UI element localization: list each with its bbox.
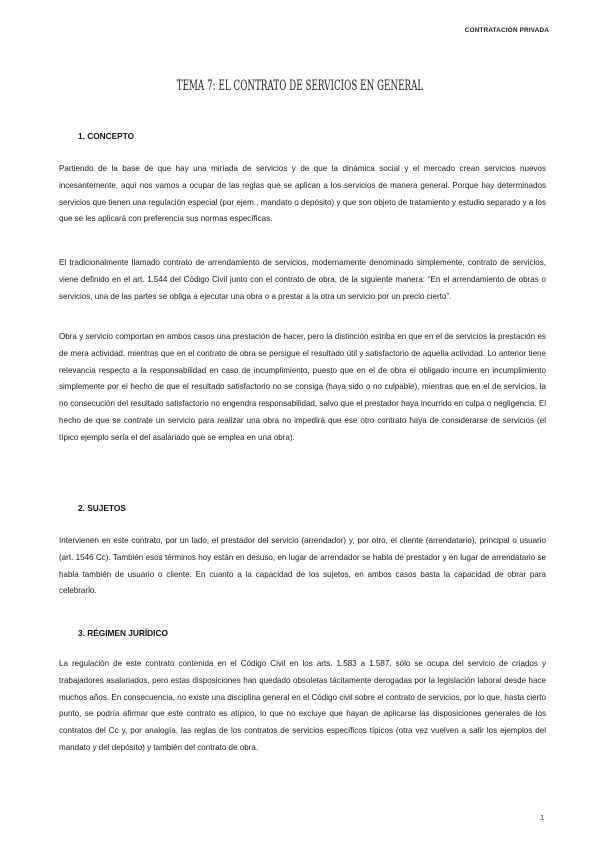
page-number: 1 xyxy=(540,815,544,822)
paragraph-sujetos-1: Intervienen en este contrato, por un lado, el prestador del servicio (arrendador) y, por otro, el cliente (arrendatario), principal o usuario (art. 1546 Cc). También esos términos hoy están en desuso, en lugar de arrendador se habla de prestador y en lugar de arrendatario se habla también de usuario o cliente. En cuanto a la capacidad de los sujetos, en ambos casos basta la capacidad de obrar para celebrarlo. xyxy=(59,536,546,596)
document-title: TEMA 7: EL CONTRATO DE SERVICIOS EN GENERAL xyxy=(176,78,424,94)
section-heading-regimen-juridico: 3. RÉGIMEN JURÍDICO xyxy=(78,628,168,638)
paragraph-regimen-1: La regulación de este contrato contenida en el Código Civil en los arts. 1.583 a 1.587, sólo se ocupa del servicio de criados y trabajadores asalariados, pero estas disposiciones han quedado obsoletas tácitamente derogadas por la legislación laboral desde hace muchos años. En consecuencia, no existe una disciplina general en el Código civil sobre el contrato de servicios, por lo que, hasta cierto punto, se podría afirmar que este contrato es atípico, lo que no excluye que hayan de aplicarse las disposiciones generales de los contratos del Cc y, por analogía, las reglas de los contratos de servicios específicos típicos (otra vez vuelven a salir los ejemplos del mandato y del depósito) y también del contrato de obra. xyxy=(59,659,546,752)
paragraph-concepto-3: Obra y servicio comportan en ambos casos una prestación de hacer, pero la distinción estriba en que en el de servicios la prestación es de mera actividad, mientras que en el contrato de obra se persigue el resultado útil y satisfactorio de aquella actividad. Lo anterior tiene relevancia respecto a la responsabilidad en caso de incumplimiento, puesto que en el de obra el obligado incurre en incumplimiento simplemente por el hecho de que el resultado satisfactorio no se consiga (haya sido o no culpable), mientras que en el de servicios, la no consecución del resultado satisfactorio no engendra responsabilidad, salvo que el prestador haya incurrido en culpa o negligencia. El hecho de que se contrate un servicio para realizar una obra no impedirá que ese otro contrato haya de considerarse de servicios (el típico ejemplo sería el del asalariado que se emplea en una obra). xyxy=(59,332,546,442)
section-heading-sujetos: 2. SUJETOS xyxy=(78,503,126,513)
running-header: CONTRATACIÓN PRIVADA xyxy=(464,27,549,34)
paragraph-concepto-2: El tradicionalmente llamado contrato de arrendamiento de servicios, modernamente denominado simplemente, contrato de servicios, viene definido en el art. 1.544 del Código Civil junto con el contrato de obra, de la siguiente manera: “En el arrendamiento de obras o servicios, una de las partes se obliga a ejecutar una obra o a prestar a la otra un servicio por un precio cierto”. xyxy=(59,258,546,301)
section-heading-concepto: 1. CONCEPTO xyxy=(78,131,135,141)
paragraph-concepto-1: Partiendo de la base de que hay una miríada de servicios y de que la dinámica social y el mercado crean servicios nuevos incesantemente, aquí nos vamos a ocupar de las reglas que se aplican a los servicios de manera general. Porque hay determinados servicios que tienen una regulación especial (por ejem., mandato o depósito) y que son objeto de tratamiento y estudio separado y a los que se les aplicará con preferencia sus normas específicas. xyxy=(59,164,546,224)
